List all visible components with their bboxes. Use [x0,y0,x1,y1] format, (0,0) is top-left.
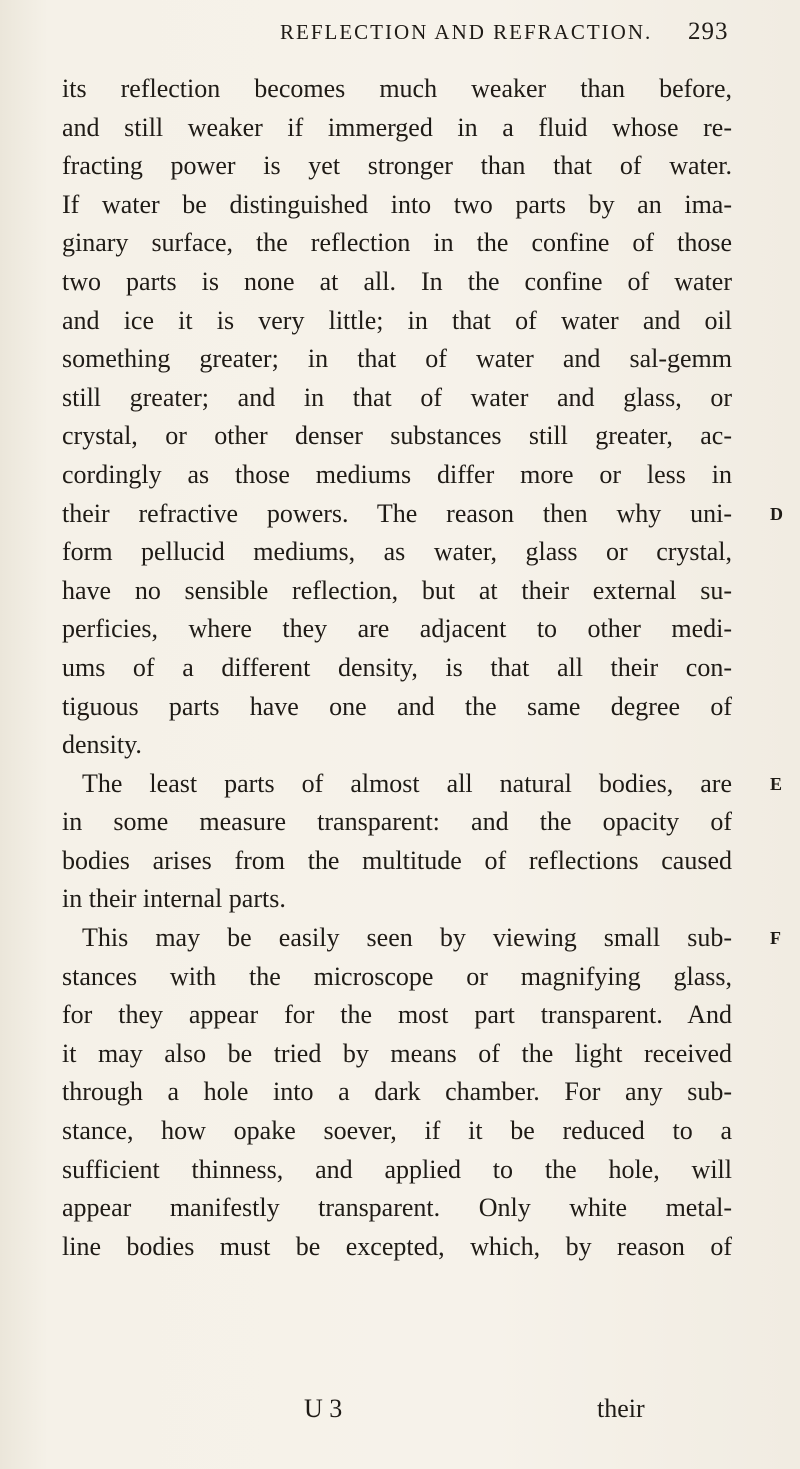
text-line: sufficient thinness, and applied to the hole, will [62,1154,732,1184]
text-line: If water be distinguished into two parts by an ima- [62,189,732,219]
text-line: and ice it is very little; in that of water and oil [62,305,732,335]
text-line: two parts is none at all. In the confine of water [62,266,732,296]
text-line: ums of a different density, is that all their con- [62,652,732,682]
text-line: The least parts of almost all natural bodies, are [82,768,732,798]
margin-letter: F [770,928,781,949]
text-line: through a hole into a dark chamber. For any sub- [62,1077,732,1107]
text-line: still greater; and in that of water and glass, or [62,382,732,412]
text-line: and still weaker if immerged in a fluid whose re- [62,112,732,142]
text-line: tiguous parts have one and the same degree of [62,691,732,721]
text-line: have no sensible reflection, but at their external su- [62,575,732,605]
text-line: perficies, where they are adjacent to other medi- [62,614,732,644]
text-line: This may be easily seen by viewing small sub- [82,923,732,953]
text-line: something greater; in that of water and sal-gemm [62,344,732,374]
text-line: in some measure transparent: and the opacity of [62,807,732,837]
text-line: for they appear for the most part transparent. And [62,1000,732,1030]
page-footer [0,1394,800,1434]
text-line: bodies arises from the multitude of reflections caused [62,845,732,875]
text-line: ginary surface, the reflection in the confine of those [62,228,732,258]
margin-letter: D [770,503,783,524]
text-line: stance, how opake soever, if it be reduced to a [62,1116,732,1146]
text-line: density. [62,730,142,760]
signature-mark: U 3 [304,1394,343,1423]
text-line: line bodies must be excepted, which, by reason of [62,1231,732,1261]
page-number: 293 [688,18,729,45]
text-line: their refractive powers. The reason then why uni- [62,498,732,528]
text-line: crystal, or other denser substances still greater, ac- [62,421,732,451]
text-line: stances with the microscope or magnifying glass, [62,961,732,991]
catchword: their [597,1394,645,1423]
text-line: fracting power is yet stronger than that of water. [62,151,732,181]
text-line: form pellucid mediums, as water, glass or crystal, [62,537,732,567]
text-line: in their internal parts. [62,884,286,914]
running-head-title: REFLECTION AND REFRACTION. [280,20,653,44]
text-line: appear manifestly transparent. Only white metal- [62,1193,732,1223]
margin-letter: E [770,773,783,794]
running-head [280,18,729,45]
text-line: it may also be tried by means of the light received [62,1038,732,1068]
text-line: cordingly as those mediums differ more or less in [62,459,732,489]
body-text [62,70,732,1266]
text-line: its reflection becomes much weaker than before, [62,74,732,103]
